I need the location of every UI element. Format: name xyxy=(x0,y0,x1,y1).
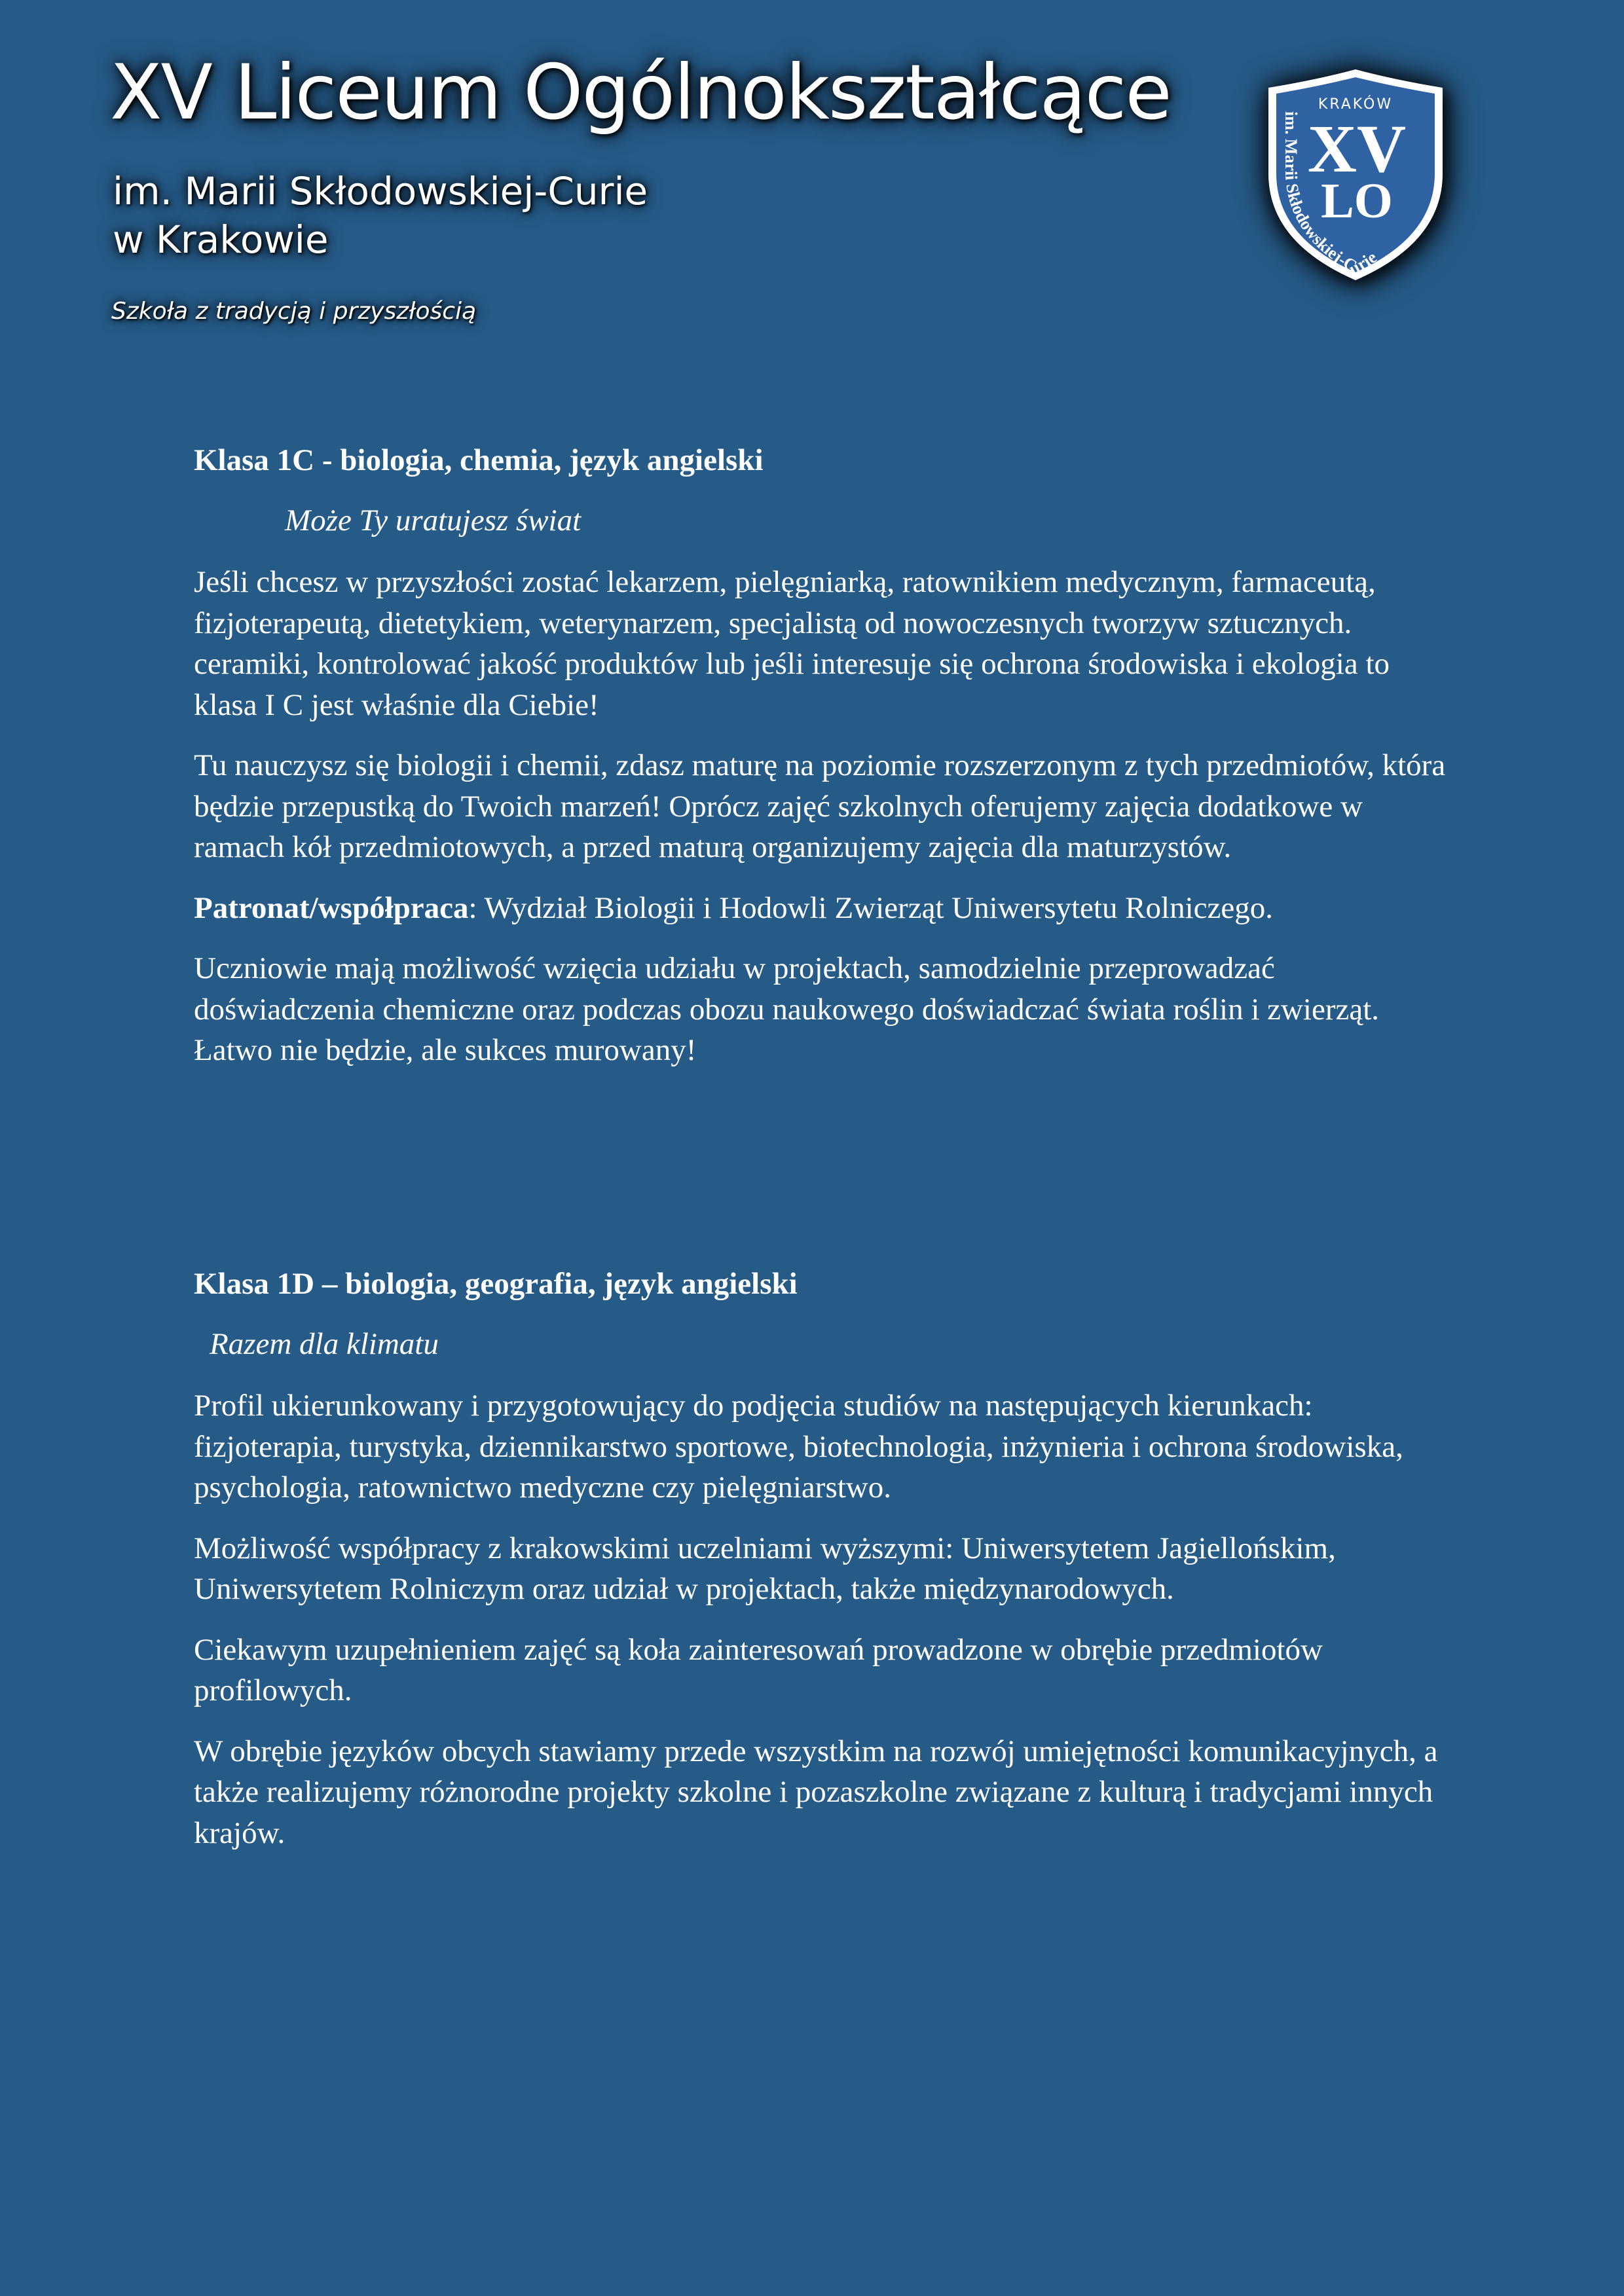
class-1d-title: Klasa 1D – biologia, geografia, język angielski xyxy=(194,1267,798,1301)
class-1d-paragraph-profile: Profil ukierunkowany i przygotowujący do podjęcia studiów na następujących kierunkach: fizjoterapia, turystyka, dziennikarstwo sportowe, biotechnologia, inżynieria i ochrona środowiska, psychologia, ratownictwo medyczne czy pielęgniarstwo. xyxy=(194,1389,1403,1504)
class-1c-title: Klasa 1C - biologia, chemia, język angielski xyxy=(194,443,764,477)
subtitle-city: w Krakowie xyxy=(113,217,329,262)
class-1c-paragraph-patronage xyxy=(194,888,1458,929)
crest-roman-numeral: XV xyxy=(1307,111,1407,187)
school-name-heading: XV Liceum Ogólnokształcące xyxy=(110,48,1171,137)
patronage-label: Patronat/współpraca xyxy=(194,890,469,925)
class-1c-motto: Może Ty uratujesz świat xyxy=(285,503,581,538)
crest-top-text: KRAKÓW xyxy=(1318,96,1393,113)
class-1d-section xyxy=(194,1264,1458,1873)
school-tagline: Szkoła z tradycją i przyszłością xyxy=(111,298,477,325)
class-1d-paragraph-universities: Możliwość współpracy z krakowskimi uczelniami wyższymi: Uniwersytetem Jagiellońskim, Uniwersytetem Rolniczym oraz udział w projektach, także międzynarodowych. xyxy=(194,1531,1336,1606)
class-1c-section xyxy=(194,440,1458,1091)
crest-lo-text: LO xyxy=(1321,173,1393,228)
school-crest-logo xyxy=(1261,65,1450,282)
crest-arc-text: im. Marii Skłodowskiej-Curie xyxy=(1281,111,1380,279)
class-1c-paragraph-projects: Uczniowie mają możliwość wzięcia udziału w projektach, samodzielnie przeprowadzać doświadczenia chemiczne oraz podczas obozu naukowego doświadczać świata roślin i zwierząt. Łatwo nie będzie, ale sukces murowany! xyxy=(194,951,1380,1067)
class-1d-paragraph-languages: W obrębie języków obcych stawiamy przede wszystkim na rozwój umiejętności komunikacyjnych, a także realizujemy różnorodne projekty szkolne i pozaszkolne związane z kulturą i tradycjami innych krajów. xyxy=(194,1734,1438,1850)
class-1c-paragraph-careers: Jeśli chcesz w przyszłości zostać lekarzem, pielęgniarką, ratownikiem medycznym, farmaceutą, fizjoterapeutą, dietetykiem, weterynarzem, specjalistą od nowoczesnych tworzyw sztucznych. ceramiki, kontrolować jakość produktów lub jeśli interesuje się ochrona środowiska i ekologia to klasa I C jest właśnie dla Ciebie! xyxy=(194,565,1390,722)
patronage-text: : Wydział Biologii i Hodowli Zwierząt Uniwersytetu Rolniczego. xyxy=(468,890,1274,925)
school-patron-subtitle xyxy=(113,167,648,264)
subtitle-patron: im. Marii Skłodowskiej-Curie xyxy=(113,169,648,213)
class-1d-motto: Razem dla klimatu xyxy=(210,1327,439,1361)
class-1c-paragraph-subjects: Tu nauczysz się biologii i chemii, zdasz maturę na poziomie rozszerzonym z tych przedmiotów, która będzie przepustką do Twoich marzeń! Oprócz zajęć szkolnych oferujemy zajęcia dodatkowe w ramach kół przedmiotowych, a przed maturą organizujemy zajęcia dla maturzystów. xyxy=(194,748,1446,864)
class-1d-paragraph-clubs: Ciekawym uzupełnieniem zajęć są koła zainteresowań prowadzone w obrębie przedmiotów profilowych. xyxy=(194,1632,1323,1707)
